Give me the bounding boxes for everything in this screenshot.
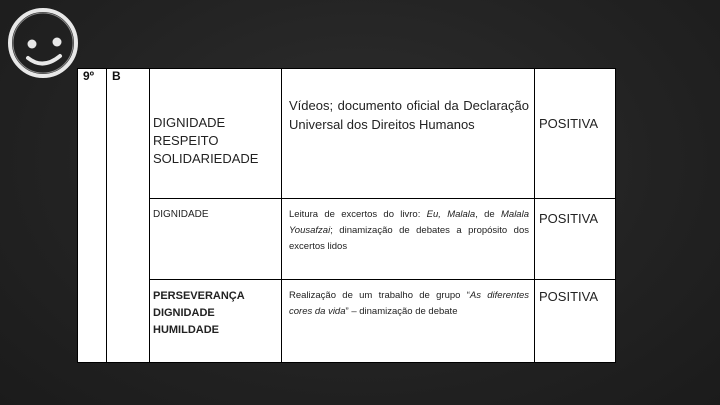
class-group-label: B xyxy=(112,69,121,83)
activity-segment: Vídeos; documento oficial da Declaração Universal dos Direitos Humanos xyxy=(289,98,529,132)
table-row xyxy=(78,69,616,199)
activity-cell xyxy=(282,69,535,199)
value-item: DIGNIDADE xyxy=(153,209,209,220)
activity-segment: , de xyxy=(475,209,501,220)
activity-cell xyxy=(282,199,535,280)
value-item: DIGNIDADE xyxy=(153,115,226,130)
table-row xyxy=(78,199,616,280)
smiley-face-icon xyxy=(6,6,80,80)
value-item: SOLIDARIEDADE xyxy=(153,151,259,166)
activity-text xyxy=(282,280,534,320)
result-label: POSITIVA xyxy=(539,289,598,304)
activity-segment-italic: Malala Yousafzai xyxy=(289,209,529,236)
activity-segment: Realização de um trabalho de grupo “ xyxy=(289,290,470,301)
table-row xyxy=(78,280,616,363)
values-cell xyxy=(150,280,282,363)
grade-label: 9º xyxy=(83,69,95,83)
activity-segment: ; dinamização de debates a propósito dos excertos lidos xyxy=(289,225,529,252)
values-cell xyxy=(150,199,282,280)
value-item: HUMILDADE xyxy=(153,324,219,336)
activities-table-container xyxy=(77,68,615,362)
value-item: DIGNIDADE xyxy=(153,307,215,319)
grade-cell xyxy=(78,69,107,363)
result-label: POSITIVA xyxy=(539,211,598,226)
result-cell xyxy=(535,69,616,199)
values-cell xyxy=(150,69,282,199)
result-label: POSITIVA xyxy=(539,116,598,131)
activity-segment: Leitura de excertos do livro: xyxy=(289,209,427,220)
activity-text xyxy=(282,69,534,134)
activities-table xyxy=(77,68,616,363)
class-group-cell xyxy=(107,69,150,363)
activity-segment-italic: Eu, Malala xyxy=(426,209,476,220)
result-cell xyxy=(535,280,616,363)
activity-cell xyxy=(282,280,535,363)
result-cell xyxy=(535,199,616,280)
value-item: RESPEITO xyxy=(153,133,219,148)
activity-text xyxy=(282,199,534,255)
activity-segment-italic: As diferentes cores da vida xyxy=(289,290,529,317)
activity-segment: ” – dinamização de debate xyxy=(345,306,458,317)
value-item: PERSEVERANÇA xyxy=(153,290,245,302)
